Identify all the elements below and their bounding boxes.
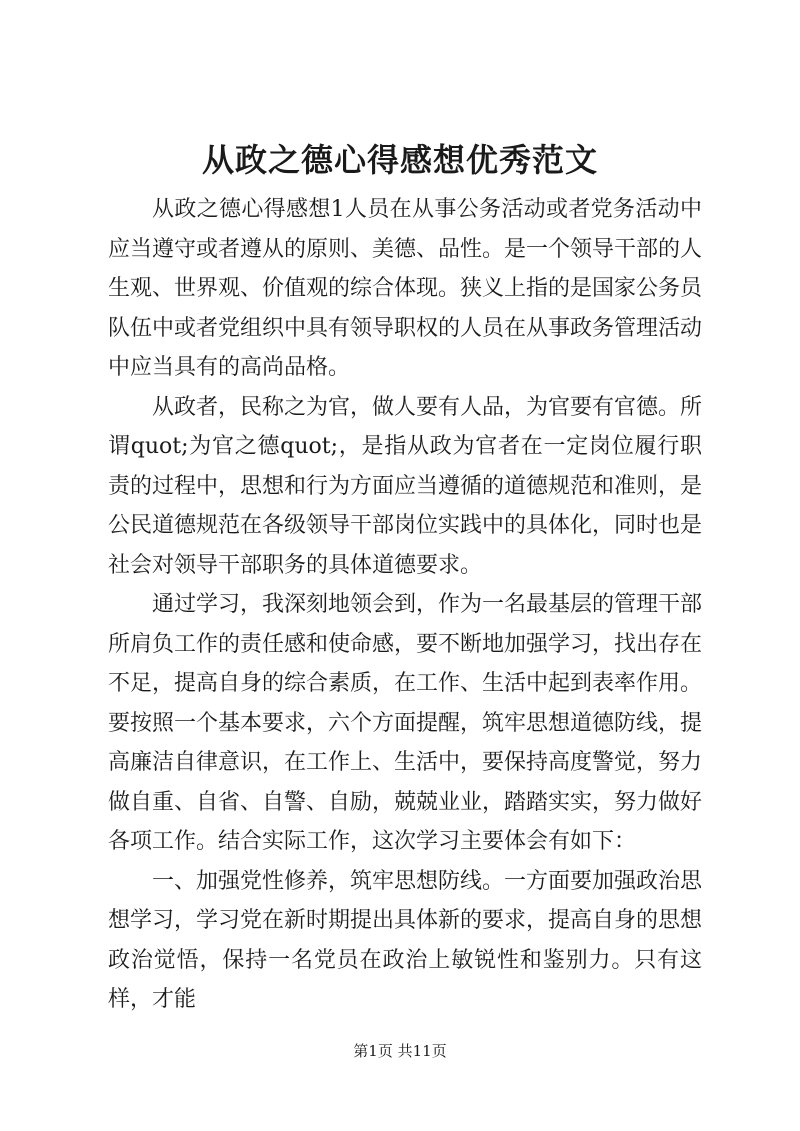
paragraph-1: 从政之德心得感想1人员在从事公务活动或者党务活动中应当遵守或者遵从的原则、美德、品性。是一个领导干部的人生观、世界观、价值观的综合体现。狭义上指的是国家公务员队伍中或者党组织中具有领导职权的人员在从事政务管理活动中应当具有的高尚品格。: [108, 197, 703, 380]
page-number-footer: 第1页 共11页: [353, 1042, 447, 1060]
paragraph-3: 通过学习，我深刻地领会到，作为一名最基层的管理干部所肩负工作的责任感和使命感，要不断地加强学习，找出存在不足，提高自身的综合素质，在工作、生活中起到表率作用。要按照一个基本要求，六个方面提醒，筑牢思想道德防线，提高廉洁自律意识，在工作上、生活中，要保持高度警觉，努力做自重、自省、自警、自励，兢兢业业，踏踏实实，努力做好各项工作。结合实际工作，这次学习主要体会有如下：: [108, 592, 703, 854]
document-body: [108, 190, 702, 1020]
paragraph-2: 从政者，民称之为官，做人要有人品，为官要有官德。所谓quot;为官之德quot;，是指从政为官者在一定岗位履行职责的过程中，思想和行为方面应当遵循的道德规范和准则，是公民道德规范在各级领导干部岗位实践中的具体化，同时也是社会对领导干部职务的具体道德要求。: [108, 394, 703, 578]
document-title: 从政之德心得感想优秀范文: [201, 141, 598, 179]
paragraph-4: 一、加强党性修养，筑牢思想防线。一方面要加强政治思想学习，学习党在新时期提出具体新的要求，提高自身的思想政治觉悟，保持一名党员在政治上敏锐性和鉴别力。只有这样，才能: [108, 868, 703, 1012]
